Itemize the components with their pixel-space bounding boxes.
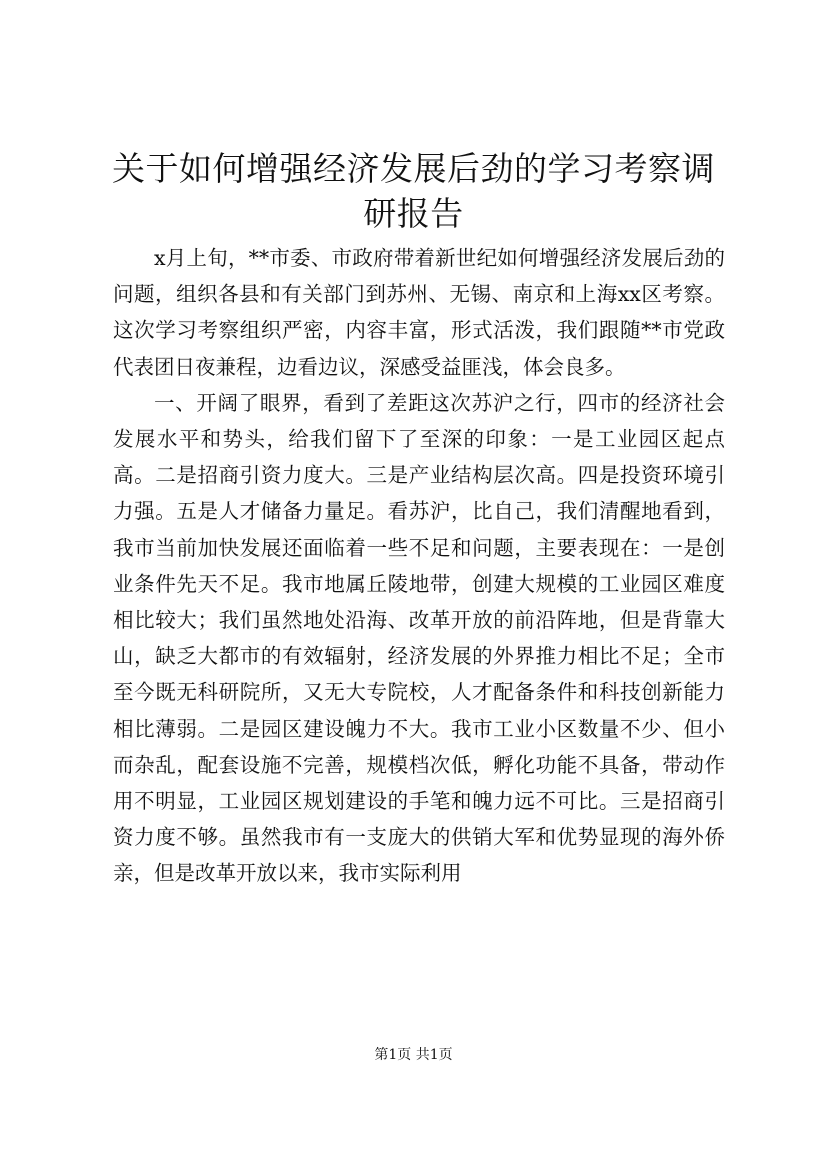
document-body (113, 240, 725, 892)
document-title: 关于如何增强经济发展后劲的学习考察调研报告 (112, 149, 715, 233)
paragraph-section-one: 一、开阔了眼界，看到了差距这次苏沪之行，四市的经济社会发展水平和势头，给我们留下了至深的印象：一是工业园区起点高。二是招商引资力度大。三是产业结构层次高。四是投资环境引力强。五是人才储备力量足。看苏沪，比自己，我们清醒地看到，我市当前加快发展还面临着一些不足和问题，主要表现在：一是创业条件先天不足。我市地属丘陵地带，创建大规模的工业园区难度相比较大；我们虽然地处沿海、改革开放的前沿阵地，但是背靠大山，缺乏大都市的有效辐射，经济发展的外界推力相比不足；全市至今既无科研院所，又无大专院校，人才配备条件和科技创新能力相比薄弱。二是园区建设魄力不大。我市工业小区数量不少、但小而杂乱，配套设施不完善，规模档次低，孵化功能不具备，带动作用不明显，工业园区规划建设的手笔和魄力远不可比。三是招商引资力度不够。虽然我市有一支庞大的供销大军和优势显现的海外侨亲，但是改革开放以来，我市实际利用 (113, 390, 725, 886)
page-footer: 第1页 共1页 (374, 1047, 453, 1063)
paragraph-intro: x月上旬，**市委、市政府带着新世纪如何增强经济发展后劲的问题，组织各县和有关部门到苏州、无锡、南京和上海xx区考察。这次学习考察组织严密，内容丰富，形式活泼，我们跟随**市党政代表团日夜兼程，边看边议，深感受益匪浅，体会良多。 (113, 246, 725, 379)
